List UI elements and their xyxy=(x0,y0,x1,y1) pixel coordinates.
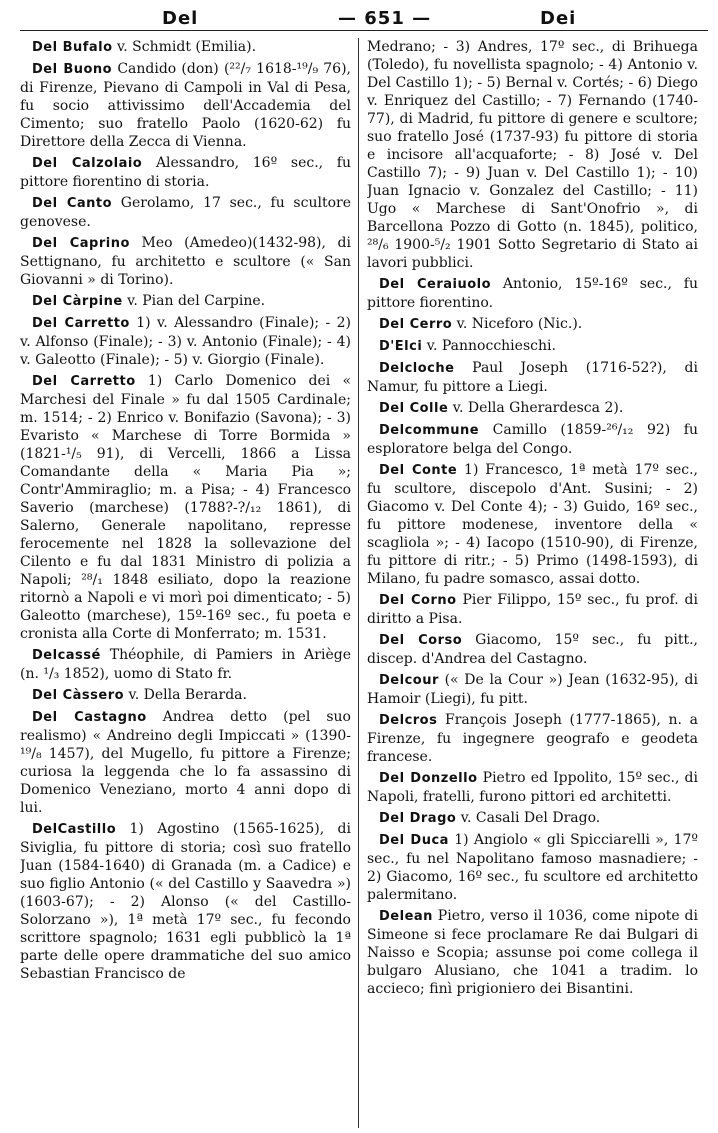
dictionary-entry xyxy=(367,359,698,396)
entry-text: Alessandro, 16º sec., fu pittore fiorentino di storia. xyxy=(20,155,351,190)
dictionary-entry xyxy=(367,831,698,904)
entry-headword: Delcros xyxy=(379,713,438,728)
dictionary-entry xyxy=(367,461,698,588)
text-columns xyxy=(20,38,708,1128)
entry-text: Giacomo, 15º sec., fu pitt., discep. d'Andrea del Castagno. xyxy=(367,632,698,667)
entry-headword: Del Donzello xyxy=(379,771,478,786)
header-right-guideword: Dei xyxy=(540,8,577,29)
dictionary-entry xyxy=(20,234,351,289)
entry-text: Paul Joseph (1716-52?), di Namur, fu pittore a Liegi. xyxy=(367,360,698,395)
entry-text: 1) Angiolo « gli Spicciarelli », 17º sec., fu nel Napolitano famoso masnadiere; - 2) Giacomo, 16º sec., fu scultore ed architetto palermitano. xyxy=(367,832,698,903)
header-left-guideword: Del xyxy=(162,8,199,29)
entry-headword: Del Càrpine xyxy=(32,294,123,309)
dictionary-entry xyxy=(367,631,698,668)
entry-text: v. Della Berarda. xyxy=(124,687,247,703)
entry-text: Andrea detto (pel suo realismo) « Andreino degli Impiccati » (1390-¹⁹/₈ 1457), del Mugello, fu pittore a Firenze; curiosa la leggenda che lo fa assassino di Domenico Veneziano, morto 4 anni dopo di lui. xyxy=(20,709,351,816)
entry-headword: Del Carretto xyxy=(32,374,136,389)
entry-headword: Delcassé xyxy=(32,648,101,663)
running-header xyxy=(20,6,708,31)
entry-headword: Del Corso xyxy=(379,633,463,648)
entry-headword: Del Corno xyxy=(379,593,457,608)
dictionary-entry xyxy=(20,708,351,817)
dictionary-entry xyxy=(367,907,698,998)
entry-headword: Del Colle xyxy=(379,401,449,416)
dictionary-entry xyxy=(367,421,698,458)
dictionary-entry xyxy=(367,671,698,708)
dictionary-entry xyxy=(367,591,698,628)
entry-headword: Del Duca xyxy=(379,833,449,848)
dictionary-entry xyxy=(367,337,698,356)
entry-text: Pietro ed Ippolito, 15º sec., di Napoli, fratelli, furono pittori ed architetti. xyxy=(367,770,698,805)
dictionary-entry xyxy=(20,194,351,231)
dictionary-entry xyxy=(20,686,351,705)
entry-text: Camillo (1859-²⁶/₁₂ 92) fu esploratore belga del Congo. xyxy=(367,422,698,457)
entry-text: v. Pannocchieschi. xyxy=(422,338,556,354)
entry-text: (« De la Cour ») Jean (1632-95), di Hamoir (Liegi), fu pitt. xyxy=(367,672,698,707)
entry-headword: Delcloche xyxy=(379,361,455,376)
entry-text: v. Pian del Carpine. xyxy=(122,293,266,309)
dictionary-entry xyxy=(20,646,351,683)
entry-headword: Delean xyxy=(379,909,433,924)
right-column xyxy=(367,38,698,1128)
entry-headword: Del Cerro xyxy=(379,317,453,332)
page-number: — 651 — xyxy=(338,8,432,29)
entry-text: v. Della Gherardesca 2). xyxy=(448,400,624,416)
dictionary-entry xyxy=(367,315,698,334)
entry-text: Candido (don) (²²/₇ 1618-¹⁹/₉ 76), di Firenze, Pievano di Campoli in Val di Pesa, fu socio attivissimo dell'Accademia del Cimento; suo fratello Paolo (1620-62) fu Direttore della Zecca di Vienna. xyxy=(20,61,351,150)
entry-headword: Del Calzolaio xyxy=(32,156,143,171)
dictionary-entry xyxy=(367,711,698,766)
column-divider xyxy=(358,38,359,1128)
entry-text: Medrano; - 3) Andres, 17º sec., di Brihuega (Toledo), fu novellista spagnolo; - 4) Antonio v. Del Castillo 1); - 5) Bernal v. Cortés; - 6) Diego v. Enriquez del Castillo; - 7) Fernando (1740-77), di Madrid, fu pittore di genere e scultore; suo fratello José (1737-93) fu pittore di storia e incisore all'acquaforte; - 8) José v. Del Castillo 7); - 9) Juan v. Del Castillo 1); - 10) Juan Ignacio v. Gonzalez del Castillo; - 11) Ugo « Marchese di Sant'Onofrio », di Barcellona Pozzo di Gotto (n. 1845), politico, ²⁸/₆ 1900-⁵/₂ 1901 Sotto Segretario di Stato ai lavori pubblici. xyxy=(367,39,698,271)
dictionary-entry xyxy=(20,154,351,191)
dictionary-entry xyxy=(367,769,698,806)
entry-headword: Del Conte xyxy=(379,463,458,478)
entry-text: Théophile, di Pamiers in Ariège (n. ¹/₃ 1852), uomo di Stato fr. xyxy=(20,647,351,682)
entry-headword: D'Elci xyxy=(379,339,423,354)
entry-headword: Del Ceraiuolo xyxy=(379,277,492,292)
dictionary-entry xyxy=(20,314,351,369)
dictionary-entry xyxy=(367,809,698,828)
entry-text: v. Schmidt (Emilia). xyxy=(112,39,257,55)
entry-headword: Del Canto xyxy=(32,196,113,211)
entry-text: Meo (Amedeo)(1432-98), di Settignano, fu architetto e scultore (« San Giovanni » di Torino). xyxy=(20,235,351,288)
entry-text: François Joseph (1777-1865), n. a Firenze, fu ingegnere geografo e geodeta francese. xyxy=(367,712,698,765)
entry-headword: Del Bufalo xyxy=(32,40,113,55)
entry-text: Pier Filippo, 15º sec., fu prof. di diritto a Pisa. xyxy=(367,592,698,627)
entry-text: Pietro, verso il 1036, come nipote di Simeone si fece proclamare Re dai Bulgari di Naisso e Scopia; assunse poi come collega il bulgaro Alusiano, che 1041 a tradim. lo accieco; finì prigioniero dei Bisantini. xyxy=(367,908,698,997)
entry-headword: Del Drago xyxy=(379,811,457,826)
entry-text: Antonio, 15º-16º sec., fu pittore fiorentino. xyxy=(367,276,698,311)
dictionary-entry xyxy=(367,275,698,312)
entry-text: v. Niceforo (Nic.). xyxy=(452,316,583,332)
entry-headword: Del Càssero xyxy=(32,688,125,703)
entry-text: 1) v. Alessandro (Finale); - 2) v. Alfonso (Finale); - 3) v. Antonio (Finale); - 4) v. Galeotto (Finale); - 5) v. Giorgio (Finale). xyxy=(20,315,351,368)
dictionary-entry xyxy=(20,292,351,311)
entry-headword: Delcour xyxy=(379,673,439,688)
dictionary-entry xyxy=(367,399,698,418)
entry-text: 1) Francesco, 1ª metà 17º sec., fu scultore, discepolo d'Ant. Susini; - 2) Giacomo v. Del Conte 4); - 3) Guido, 16º sec., fu pittore modenese, inventore della « scagliola »; - 4) Iacopo (1510-90), di Firenze, fu pittore di ritr.; - 5) Primo (1498-1593), di Milano, fu padre somasco, assai dotto. xyxy=(367,462,698,587)
entry-headword: DelCastillo xyxy=(32,822,117,837)
dictionary-entry xyxy=(20,38,351,57)
entry-text: Gerolamo, 17 sec., fu scultore genovese. xyxy=(20,195,351,230)
entry-headword: Del Carretto xyxy=(32,316,130,331)
entry-headword: Del Caprino xyxy=(32,236,130,251)
entry-headword: Del Buono xyxy=(32,62,113,77)
entry-text: 1) Carlo Domenico dei « Marchesi del Finale » fu dal 1505 Cardinale; m. 1514; - 2) Enrico v. Bonifazio (Savona); - 3) Evaristo « Marchese di Torre Bormida » (1821-¹/₅ 91), di Vercelli, 1866 a Lissa Comandante della « Maria Pia »; Contr'Ammiraglio; m. a Pisa; - 4) Francesco Saverio (marchese) (1788?-?/₁₂ 1861), di Salerno, Generale napolitano, represse ferocemente nel 1828 la sollevazione del Cilento e fu dal 1831 Ministro di polizia a Napoli; ²⁸/₁ 1848 esiliato, dopo la reazione ritornò a Napoli e vi morì poi dimenticato; - 5) Galeotto (marchese), 15º-16º sec., fu poeta e cronista alla Corte di Monferrato; m. 1531. xyxy=(20,373,351,642)
entry-headword: Delcommune xyxy=(379,423,480,438)
left-column xyxy=(20,38,351,1128)
entry-text: 1) Agostino (1565-1625), di Siviglia, fu pittore di storia; così suo fratello Juan (1584-1640) di Granada (m. a Cadice) e suo figlio Antonio (« del Castillo y Saavedra ») (1603-67); - 2) Alonso (« del Castillo-Solorzano »), 1ª metà 17º sec., fu fecondo scrittore spagnolo; 1631 egli pubblicò la 1ª parte delle opere drammatiche del suo amico Sebastian Francisco de xyxy=(20,821,351,982)
dictionary-entry xyxy=(367,38,698,272)
entry-headword: Del Castagno xyxy=(32,710,147,725)
dictionary-entry xyxy=(20,820,351,983)
entry-text: v. Casali Del Drago. xyxy=(456,810,601,826)
dictionary-entry xyxy=(20,60,351,151)
dictionary-entry xyxy=(20,372,351,643)
